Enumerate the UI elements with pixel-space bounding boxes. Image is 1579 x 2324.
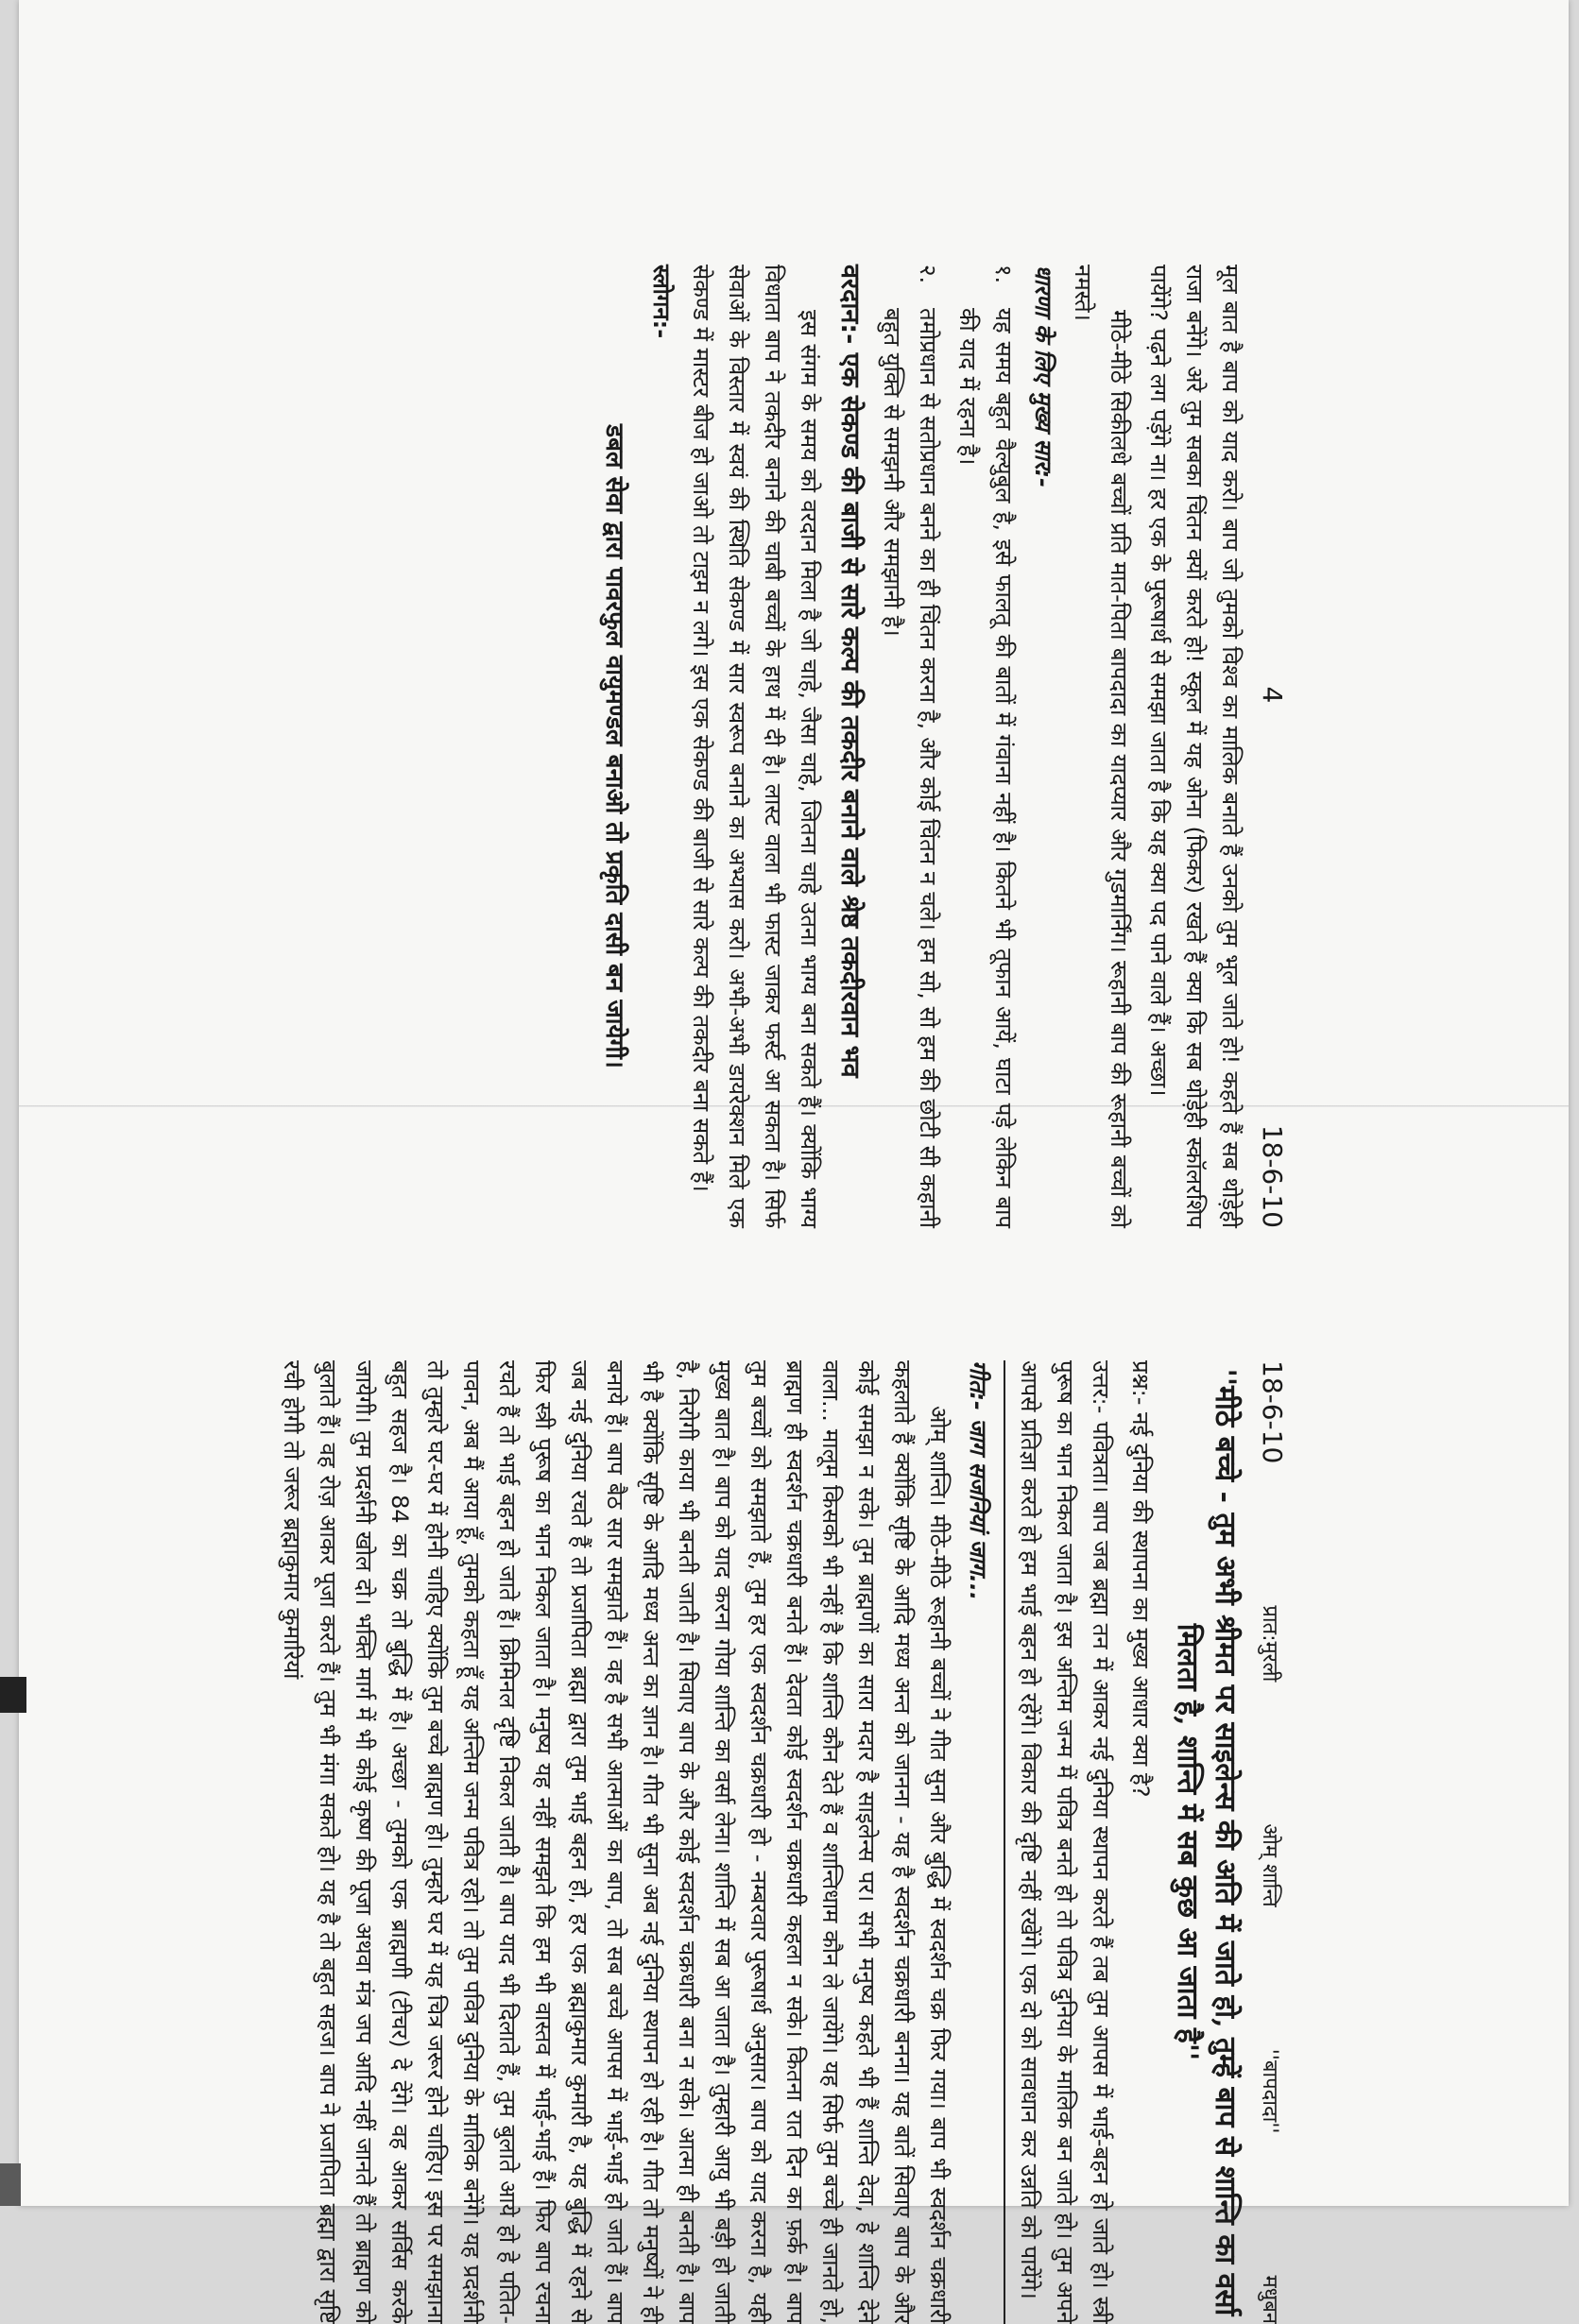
- page-number: 4: [1257, 686, 1288, 704]
- murli-body: ओम् शान्ति। मीठे-मीठे रूहानी बच्चों ने गीत सुना और बुद्धि में स्वदर्शन चक्र फिर गया। बाप भी स्वदर्शन चक्रधारी कहलाते हैं क्योंकि सृष्टि के आदि मध्य अन्त को जानना - यह है स्वदर्शन चक्रधारी बनना। यह बातें सिवाए बाप के और कोई समझा न सके। तुम ब्राह्मणों का सारा मदार है साइलेन्स पर। सभी मनुष्य कहते भी हैं शान्ति देवा, हे शान्ति देने वाला... मालूम किसको भी नहीं है कि शान्ति कौन देते हैं व शान्तिधाम कौन ले जायेंगे। यह सिर्फ तुम बच्चे ही जानते हो, ब्राह्मण ही स्वदर्शन चक्रधारी बनते हैं। देवता कोई स्वदर्शन चक्रधारी कहला न सके। कितना रात दिन का फ़र्क है। बाप तुम बच्चों को समझाते हैं, तुम हर एक स्वदर्शन चक्रधारी हो - नम्बरवार पुरूषार्थ अनुसार। बाप को याद करना है, यही मुख्य बात है। बाप को याद करना गोया शान्ति का वर्सा लेना। शान्ति में सब आ जाता है। तुम्हारी आयु भी बड़ी हो जाती है, निरोगी काया भी बनती जाती है। सिवाए बाप के और कोई स्वदर्शन चक्रधारी बना न सके। आत्मा ही बनती है। बाप भी है क्योंकि सृष्टि के आदि मध्य अन्त का ज्ञान है। गीत भी सुना अब नई दुनिया स्थापन हो रही है। गीत तो मनुष्यों ने ही बनाये हैं। बाप बैठ सार समझाते हैं। वह है सभी आत्माओं का बाप, तो सब बच्चे आपस में भाई-भाई हो जाते हैं। बाप जब नई दुनिया रचते हैं तो प्रजापिता ब्रह्मा द्वारा तुम भाई बहन हो, हर एक ब्रह्माकुमार कुमारी है, यह बुद्धि में रहने से फिर स्त्री पुरूष का भान निकल जाता है। मनुष्य यह नहीं समझते कि हम भी वास्तव में भाई-भाई हैं। फिर बाप रचना रचते हैं तो भाई बहन हो जाते हैं। क्रिमिनल दृष्टि निकल जाती है। बाप याद भी दिलाते हैं, तुम बुलाते आये हो हे पतित-पावन, अब मैं आया हूँ, तुमको कहता हूँ यह अन्तिम जन्म पवित्र रहो। तो तुम पवित्र दुनिया के मालिक बनेंगे। यह प्रदर्शनी तो तुम्हारे घर-घर में होनी चाहिए क्योंकि तुम बच्चे ब्राह्मण हो। तुम्हारे घर में यह चित्र जरूर होने चाहिए। इस पर समझाना बहुत सहज है। 84 का चक्र तो बुद्धि में है। अच्छा - तुमको एक ब्राह्मणी (टीचर) दे देंगे। वह आकर सर्विस करके जायेगी। तुम प्रदर्शनी खोल दो। भक्ति मार्ग में भी कोई कृष्ण की पूजा अथवा मंत्र जप आदि नहीं जानते हैं तो ब्राह्मण को बुलाते हैं। वह रोज़ आकर पूजा करते हैं। तुम भी मंगा सकते हो। यह है तो बहुत सहज। बाप ने प्रजापिता ब्रह्मा द्वारा सृष्टि रची होगी तो जरूर ब्रह्माकुमार कुमारियां: [279, 1360, 952, 2324]
- dharna-item-2: [874, 265, 946, 1228]
- murli-page: [0, 1360, 1290, 2324]
- murli-header: [1251, 1360, 1290, 2324]
- page-four: [0, 265, 1290, 1228]
- om-shanti-header: ओम् शान्ति: [1258, 1823, 1281, 1907]
- dharna-item-1: [950, 265, 1021, 1228]
- dharna-item-text: तमोप्रधान से सतोप्रधान बनने का ही चिंतन करना है, और कोई चिंतन न चले। हम सो, सो हम की छोटी सी कहानी बहुत युक्ति से समझनी और समझानी है।: [879, 308, 941, 1228]
- madhuban-header: मधुबन: [1258, 2275, 1281, 2324]
- murli-date: 18-6-10: [1257, 1360, 1288, 1464]
- closing-paragraph: मूल बात है बाप को याद करो। बाप जो तुमको विश्व का मालिक बनाते हैं उनको तुम भूल जाते हो! कहते हैं सब थोड़ेही राजा बनेंगे। अरे तुम सबका चिंतन क्यों करते हो! स्कूल में यह ओना (फिकर) रखते हैं क्या कि सब थोड़ेही स्कॉलरशिप पायेंगे? पढ़ने लग पड़ेंगे ना। हर एक के पुरूषार्थ से समझा जाता है कि यह क्या पद पाने वाले हैं। अच्छा।: [1145, 265, 1244, 1228]
- dharna-item-number: २.: [915, 265, 941, 284]
- murli-title: ''मीठे बच्चे - तुम अभी श्रीमत पर साइलेन्स की अति में जाते हो, तुम्हें बाप से शान्ति का वर्सा मिलता है, शान्ति में सब कुछ आ जाता है'': [1171, 1368, 1242, 2316]
- dharna-heading: धारणा के लिए मुख्य सार:-: [1030, 265, 1056, 488]
- slogan-text: डबल सेवा द्वारा पावरफुल वायुमण्डल बनाओ तो प्रकृति दासी बन जायेगी।: [600, 424, 628, 1068]
- vardaan-text: इस संगम के समय को वरदान मिला है जो चाहे, जैसा चाहे, जितना चाहे उतना भाग्य बना सकते हैं। क्योंकि भाग्य विधाता बाप ने तकदीर बनाने की चाबी बच्चों के हाथ में दी है। लास्ट वाला भी फास्ट जाकर फर्स्ट आ सकता है। सिर्फ सेवाओं के विस्तार में स्वयं की स्थिति सेकण्ड में सार स्वरूप बनाने का अभ्यास करो। अभी-अभी डायरेक्शन मिले एक सेकण्ड में मास्टर बीज हो जाओ तो टाइम न लगे। इस एक सेकण्ड की बाजी से सारे कल्प की तकदीर बना सकते हैं।: [688, 265, 822, 1228]
- murli-label: प्रात:मुरली: [1258, 1605, 1281, 1683]
- page-date: 18-6-10: [1257, 1124, 1288, 1228]
- dharna-item-number: १.: [990, 265, 1017, 284]
- dharna-item-text: यह समय बहुत वैल्युबुल है, इसे फालतू की बातों में गंवाना नहीं है। कितने भी तूफान आयें, घाटा पड़े लेकिन बाप की याद में रहना है।: [954, 308, 1017, 1228]
- song-line: गीत:- जाग सजनियां जाग...: [965, 1360, 991, 1601]
- love-remembrance-paragraph: मीठे-मीठे सिकीलधे बच्चों प्रति मात-पिता बापदादा का यादप्यार और गुडमार्निंग। रूहानी बाप की रूहानी बच्चों को नमस्ते।: [1070, 265, 1132, 1228]
- vardaan-heading: वरदान:- एक सेकण्ड की बाजी से सारे कल्प की तकदीर बनाने वाले श्रेष्ठ तकदीरवान भव: [835, 265, 865, 1078]
- top-page-header: [1254, 265, 1290, 1228]
- answer: उत्तर:- पवित्रता। बाप जब ब्रह्मा तन में आकर नई दुनिया स्थापन करते हैं तब तुम आपस में भाई-बहन हो जाते हो। स्त्री पुरूष का भान निकल जाता है। इस अन्तिम जन्म में पवित्र बनते हो तो पवित्र दुनिया के मालिक बन जाते हो। तुम अपने आपसे प्रतिज्ञा करते हो हम भाई बहन हो रहेंगे। विकार की दृष्टि नहीं रखेंगे। एक दो को सावधान कर उन्नति को पायेंगे।: [1004, 1360, 1119, 2324]
- question: प्रश्न:- नई दुनिया की स्थापना का मुख्य आधार क्या है?: [1127, 1360, 1154, 1798]
- slogan-heading: स्लोगन:-: [648, 265, 675, 339]
- baapdada-header: ''बापदादा'': [1258, 2048, 1281, 2134]
